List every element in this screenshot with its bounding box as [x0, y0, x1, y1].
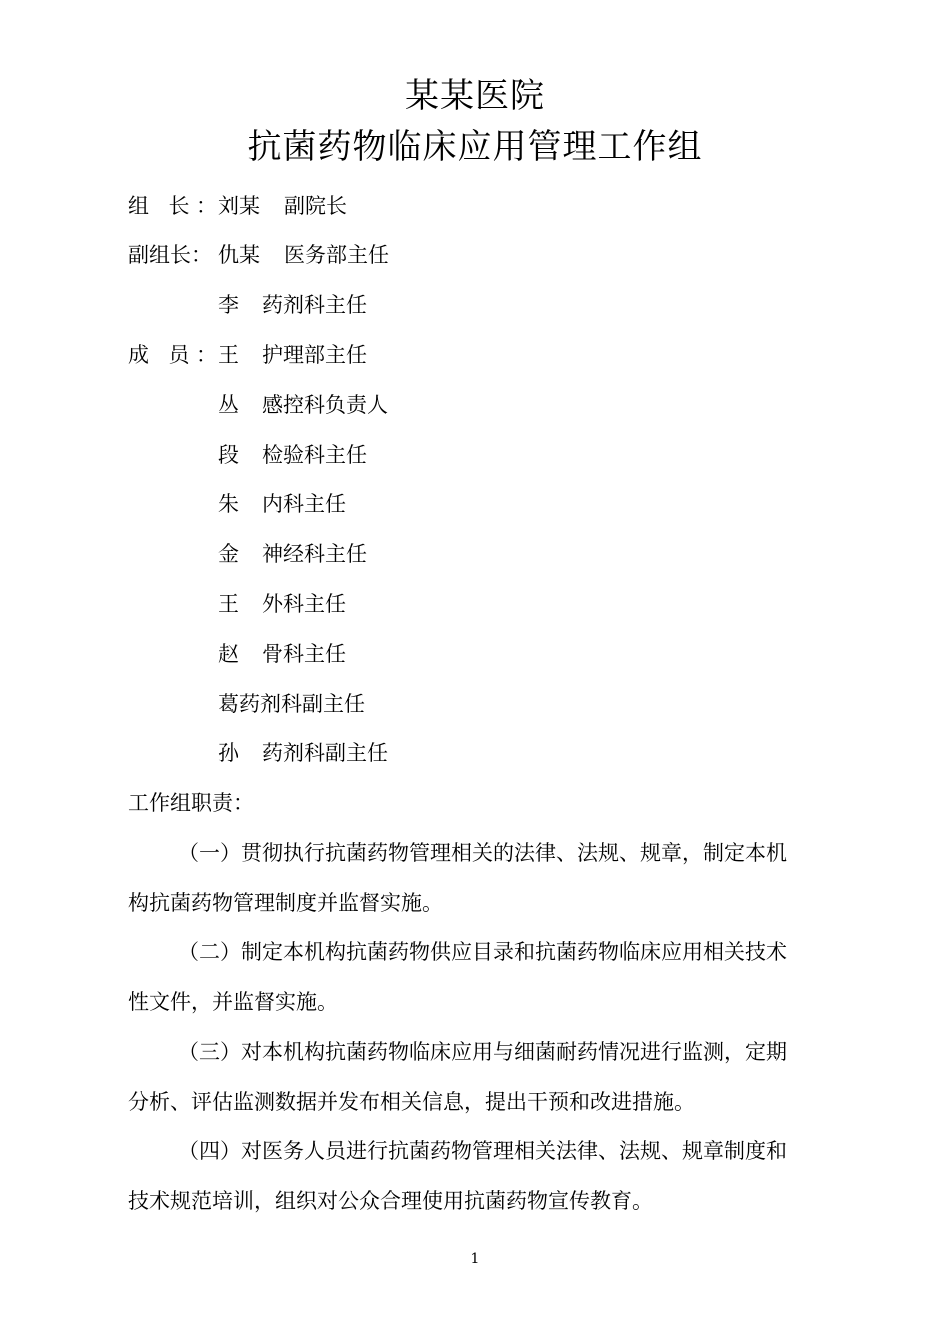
- document-title: 某某医院: [405, 76, 545, 116]
- member-role: 内科主任: [262, 492, 346, 516]
- member-label: 成 员：: [128, 343, 217, 367]
- duty-line: （二）制定本机构抗菌药物供应目录和抗菌药物临床应用相关技术: [178, 940, 787, 964]
- page-number: 1: [470, 1251, 480, 1267]
- duty-line: 分析、评估监测数据并发布相关信息，提出干预和改进措施。: [128, 1090, 695, 1114]
- member-name: 段: [218, 443, 239, 467]
- member-role: 副院长: [284, 194, 347, 218]
- member-role: 药剂科主任: [262, 293, 367, 317]
- member-name: 金: [218, 542, 239, 566]
- duty-line: （三）对本机构抗菌药物临床应用与细菌耐药情况进行监测，定期: [178, 1040, 787, 1064]
- duty-line: 性文件，并监督实施。: [128, 990, 338, 1014]
- member-name: 仇某: [218, 243, 260, 267]
- member-name: 丛: [218, 393, 239, 417]
- member-name: 孙: [218, 741, 239, 765]
- duties-heading: 工作组职责：: [128, 791, 254, 815]
- member-role: 神经科主任: [262, 542, 367, 566]
- member-role: 感控科负责人: [262, 393, 388, 417]
- duty-line: （四）对医务人员进行抗菌药物管理相关法律、法规、规章制度和: [178, 1139, 787, 1163]
- duty-line: 构抗菌药物管理制度并监督实施。: [128, 891, 443, 915]
- member-role: 药剂科副主任: [262, 741, 388, 765]
- member-role: 护理部主任: [262, 343, 367, 367]
- member-name: 王: [218, 592, 239, 616]
- document-subtitle: 抗菌药物临床应用管理工作组: [247, 127, 703, 167]
- member-role: 检验科主任: [262, 443, 367, 467]
- member-role: 骨科主任: [262, 642, 346, 666]
- member-name: 葛药剂科副主任: [218, 692, 365, 716]
- member-label: 副组长：: [128, 243, 212, 267]
- member-role: 医务部主任: [284, 243, 389, 267]
- member-role: 外科主任: [262, 592, 346, 616]
- member-name: 赵: [218, 642, 239, 666]
- duty-line: （一）贯彻执行抗菌药物管理相关的法律、法规、规章，制定本机: [178, 841, 787, 865]
- member-name: 刘某: [218, 194, 260, 218]
- member-name: 王: [218, 343, 239, 367]
- duty-line: 技术规范培训，组织对公众合理使用抗菌药物宣传教育。: [128, 1189, 653, 1213]
- member-name: 朱: [218, 492, 239, 516]
- member-label: 组 长：: [128, 194, 217, 218]
- member-name: 李: [218, 293, 239, 317]
